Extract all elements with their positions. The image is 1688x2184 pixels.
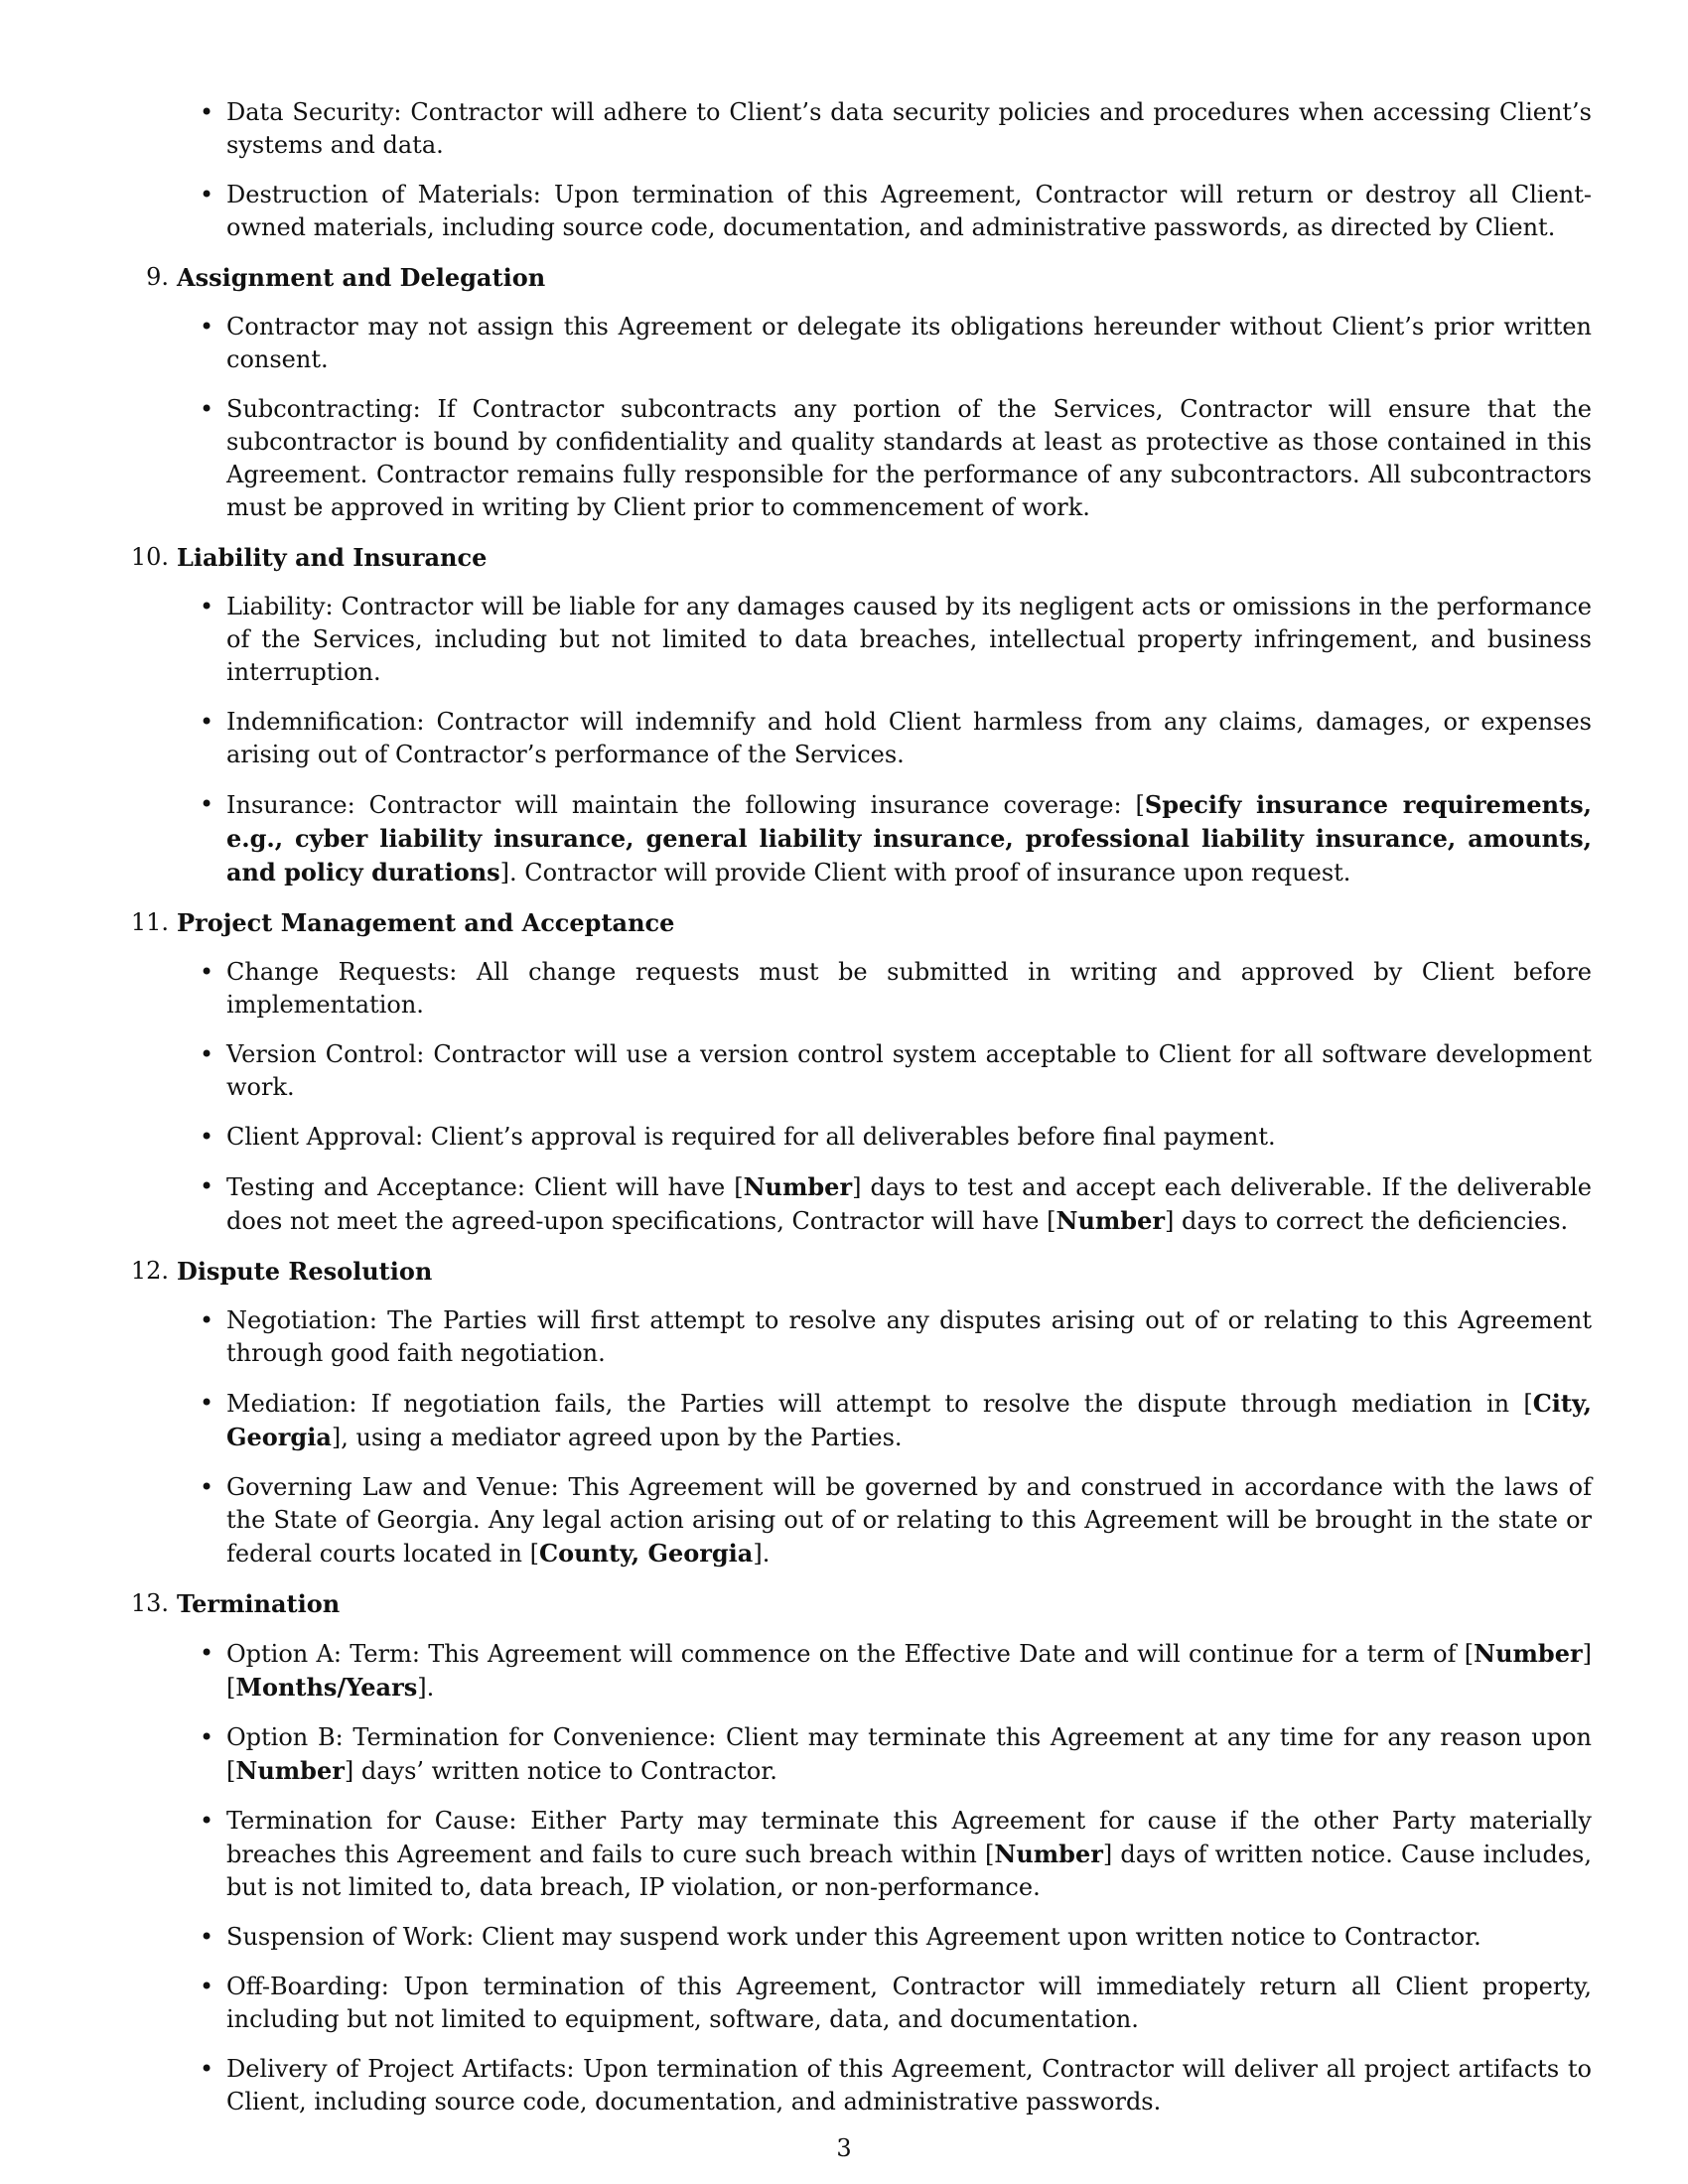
section-title: Assignment and Delegation [177, 263, 546, 292]
item-text: Client Approval: Client’s approval is required for all deliverables before final payment. [226, 1123, 1276, 1151]
item-text: ] [ [226, 1640, 1592, 1702]
item-text: Destruction of Materials: Upon termination of this Agreement, Contractor will return or destroy all Client-owned materials, including source code, documentation, and administrative passwords, as directed by Client. [226, 181, 1592, 241]
section-number: 9. [146, 263, 169, 291]
top-bullet-list [117, 96, 1592, 244]
section-number: 11. [130, 908, 169, 936]
placeholder-text: Number [743, 1172, 853, 1201]
list-item [226, 1805, 1592, 1904]
placeholder-text: Number [1055, 1206, 1165, 1235]
item-text: Delivery of Project Artifacts: Upon termination of this Agreement, Contractor will deliver all project artifacts to Client, including source code, documentation, and administrative passwords. [226, 2055, 1592, 2116]
list-item [226, 1304, 1592, 1370]
list-item [226, 1170, 1592, 1238]
section [117, 1255, 1592, 1570]
item-text: ], using a mediator agreed upon by the Parties. [331, 1424, 903, 1451]
list-item [226, 1471, 1592, 1570]
item-text: Mediation: If negotiation fails, the Parties will attempt to resolve the dispute through mediation in [ [226, 1390, 1533, 1418]
item-text: ]. [417, 1674, 435, 1702]
section-heading [117, 541, 1592, 574]
item-text: ] days to test and accept each deliverable. If the deliverable does not meet the agreed-upon specifications, Contractor will have [ [226, 1173, 1592, 1235]
item-text: Termination for Cause: Either Party may terminate this Agreement for cause if the other Party materially breaches this Agreement and fails to cure such breach within [ [226, 1807, 1592, 1868]
item-text: Option A: Term: This Agreement will commence on the Effective Date and will continue for a term of [ [226, 1640, 1475, 1668]
item-text: ] days to correct the deficiencies. [1164, 1207, 1569, 1235]
list-item [226, 96, 1592, 162]
item-text: Negotiation: The Parties will first attempt to resolve any disputes arising out of or relating to this Agreement through good faith negotiation. [226, 1306, 1592, 1367]
placeholder-text: Number [235, 1756, 345, 1785]
section [117, 541, 1592, 889]
section-heading [117, 1255, 1592, 1288]
section-bullet-list [117, 311, 1592, 524]
section [117, 906, 1592, 1238]
section-bullet-list [117, 1304, 1592, 1570]
section-number: 12. [130, 1257, 169, 1285]
placeholder-text: Number [1474, 1639, 1583, 1668]
list-item [226, 1721, 1592, 1788]
list-item [226, 1038, 1592, 1104]
list-item [226, 2053, 1592, 2118]
section-bullet-list [117, 1637, 1592, 2118]
sections-container [117, 261, 1592, 2118]
section-title: Termination [177, 1589, 341, 1618]
list-item [226, 1971, 1592, 2036]
item-text: Data Security: Contractor will adhere to Client’s data security policies and procedures when accessing Client’s systems and data. [226, 98, 1592, 159]
list-item [226, 1387, 1592, 1454]
list-item [226, 1637, 1592, 1705]
list-item [226, 956, 1592, 1022]
list-item [226, 706, 1592, 771]
list-item [226, 179, 1592, 244]
item-text: ] days’ written notice to Contractor. [344, 1757, 777, 1785]
section-heading [117, 906, 1592, 939]
item-text: Off-Boarding: Upon termination of this Agreement, Contractor will immediately return all Client property, including but not limited to equipment, software, data, and documentation. [226, 1973, 1592, 2033]
section-title: Liability and Insurance [177, 543, 488, 572]
placeholder-text: Specify insurance requirements, e.g., cyber liability insurance, general liability insurance, professional liability insurance, amounts, and policy durations [226, 790, 1593, 887]
item-text: ] days of written notice. Cause includes, but is not limited to, data breach, IP violation, or non-performance. [226, 1841, 1592, 1901]
item-text: Option B: Termination for Convenience: Client may terminate this Agreement at any time for any reason upon [ [226, 1723, 1592, 1785]
item-text: Subcontracting: If Contractor subcontracts any portion of the Services, Contractor will ensure that the subcontractor is bound by confidentiality and quality standards at least as protective as those contained in this Agreement. Contractor remains fully responsible for the performance of any subcontractors. All subcontractors must be approved in writing by Client prior to commencement of work. [226, 395, 1592, 521]
item-text: ]. Contractor will provide Client with proof of insurance upon request. [499, 859, 1351, 887]
section-bullet-list [117, 591, 1592, 889]
section [117, 1587, 1592, 2118]
section-title: Dispute Resolution [177, 1257, 433, 1286]
item-text: Governing Law and Venue: This Agreement will be governed by and construed in accordance with the laws of the State of Georgia. Any legal action arising out of or relating to this Agreement will be brought in the state or federal courts located in [ [226, 1473, 1592, 1568]
placeholder-text: Number [994, 1840, 1103, 1868]
item-text: Liability: Contractor will be liable for any damages caused by its negligent acts or omissions in the performance of the Services, including but not limited to data breaches, intellectual property infringement, and business interruption. [226, 593, 1592, 686]
section [117, 261, 1592, 524]
list-item [226, 788, 1592, 889]
placeholder-text: City, Georgia [226, 1389, 1592, 1451]
section-bullet-list [117, 956, 1592, 1238]
item-text: Testing and Acceptance: Client will have [ [226, 1173, 744, 1201]
list-item [226, 1921, 1592, 1954]
list-item [226, 1121, 1592, 1154]
list-item [226, 393, 1592, 524]
item-text: Insurance: Contractor will maintain the following insurance coverage: [ [226, 791, 1145, 819]
item-text: ]. [753, 1540, 771, 1568]
item-text: Version Control: Contractor will use a version control system acceptable to Client for all software development work. [226, 1040, 1592, 1101]
page-number: 3 [836, 2134, 852, 2162]
item-text: Contractor may not assign this Agreement or delegate its obligations hereunder without Client’s prior written consent. [226, 313, 1592, 373]
item-text: Indemnification: Contractor will indemnify and hold Client harmless from any claims, damages, or expenses arising out of Contractor’s performance of the Services. [226, 708, 1592, 768]
list-item [226, 591, 1592, 689]
placeholder-text: Months/Years [235, 1673, 418, 1702]
item-text: Change Requests: All change requests must be submitted in writing and approved by Client before implementation. [226, 958, 1592, 1019]
section-number: 10. [130, 543, 169, 571]
document-content [117, 96, 1592, 2135]
list-item [226, 311, 1592, 376]
section-title: Project Management and Acceptance [177, 908, 675, 937]
section-heading [117, 1587, 1592, 1620]
placeholder-text: County, Georgia [539, 1539, 754, 1568]
item-text: Suspension of Work: Client may suspend work under this Agreement upon written notice to Contractor. [226, 1923, 1481, 1951]
section-heading [117, 261, 1592, 294]
section-number: 13. [130, 1589, 169, 1617]
